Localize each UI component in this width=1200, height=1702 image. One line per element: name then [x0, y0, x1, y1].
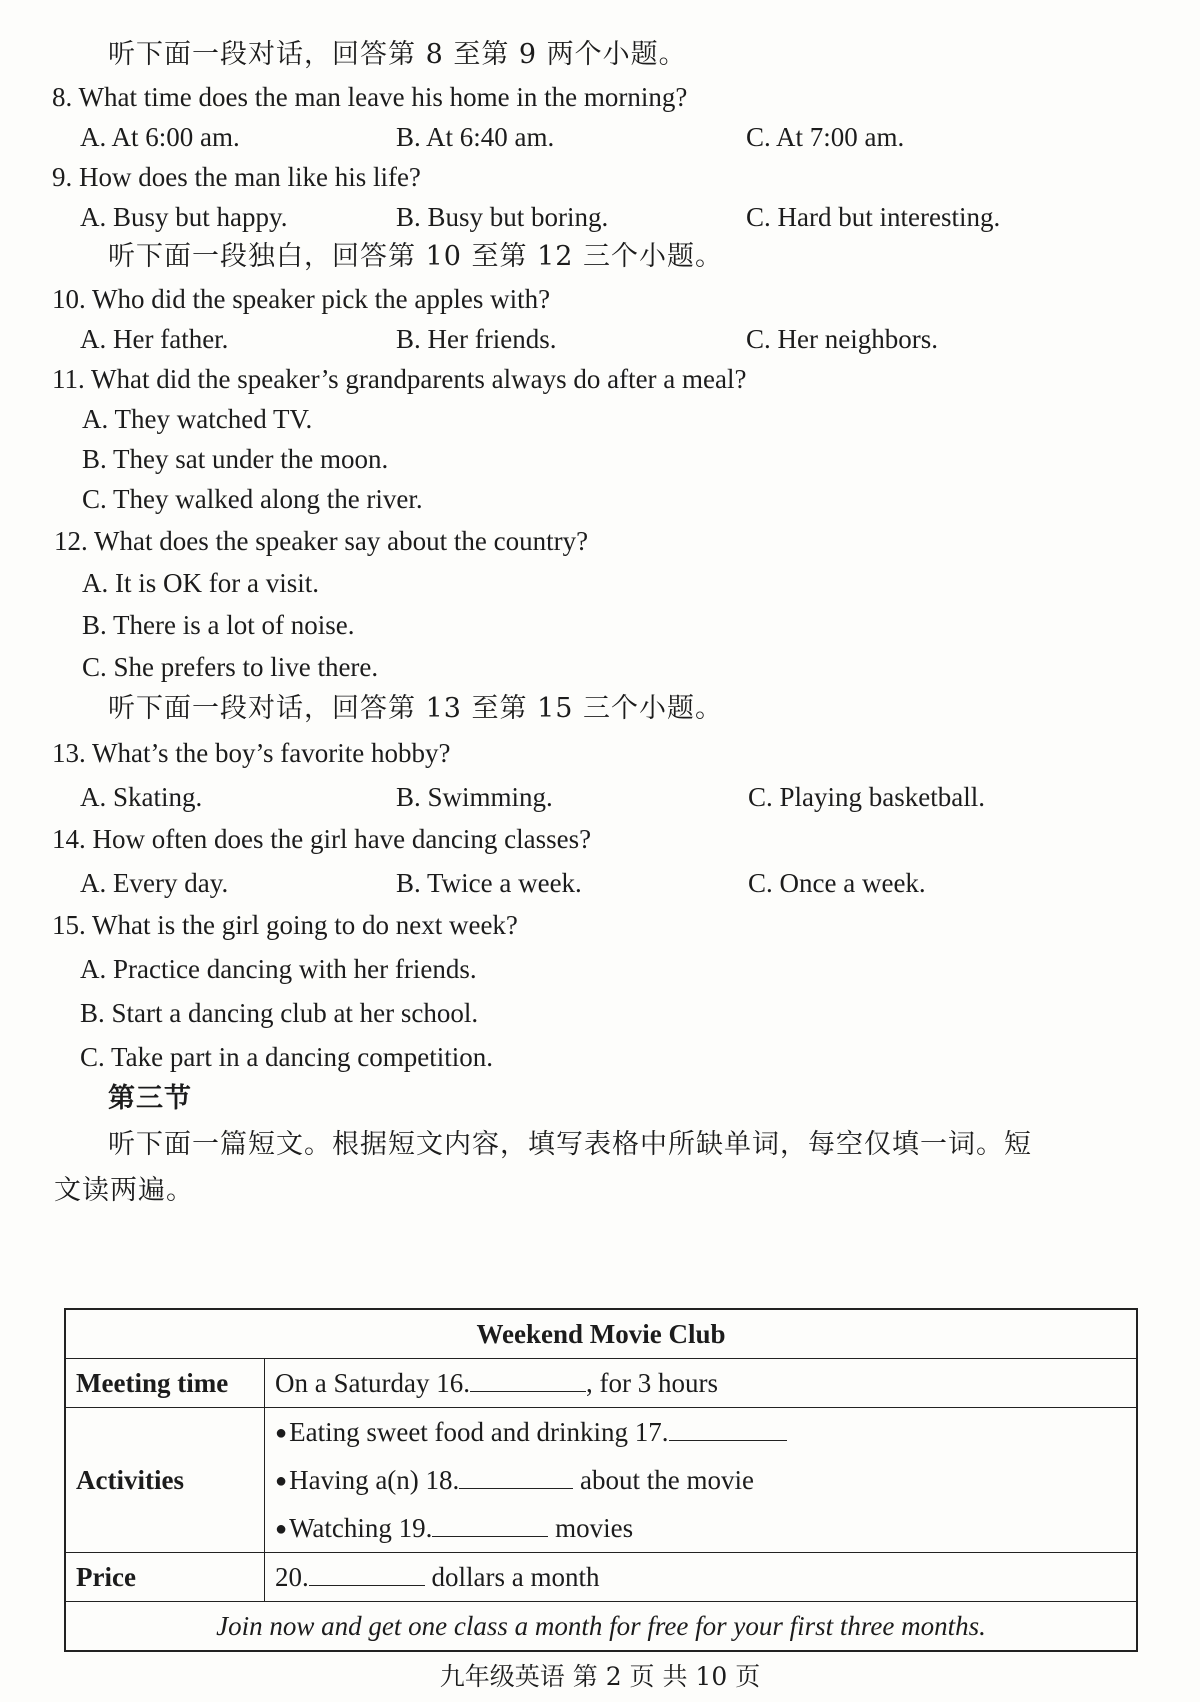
question-15-option-b: B. Start a dancing club at her school. — [80, 998, 479, 1028]
question-8-option-c: C. At 7:00 am. — [746, 122, 905, 152]
question-15-option-c: C. Take part in a dancing competition. — [80, 1042, 494, 1072]
price-suffix: dollars a month — [424, 1561, 600, 1592]
question-12-option-a: A. It is OK for a visit. — [82, 568, 319, 598]
instruction-13-15: 听下面一段对话，回答第 13 至第 15 三个小题。 — [108, 693, 724, 724]
activity-3-text: Watching 19. — [289, 1513, 433, 1543]
question-8-option-a: A. At 6:00 am. — [80, 122, 240, 152]
question-14-option-a: A. Every day. — [80, 868, 229, 898]
activity-item — [275, 1408, 1126, 1456]
activity-item — [275, 1504, 1126, 1552]
meeting-time-text: On a Saturday 16. — [275, 1367, 470, 1398]
bullet-icon: ● — [275, 1470, 288, 1492]
movie-club-table — [64, 1308, 1138, 1652]
question-9-option-c: C. Hard but interesting. — [746, 202, 1001, 232]
activities-label: Activities — [65, 1408, 265, 1553]
table-title: Weekend Movie Club — [65, 1309, 1137, 1359]
question-9-option-b: B. Busy but boring. — [396, 202, 609, 232]
question-15-stem: 15. What is the girl going to do next week? — [52, 910, 518, 940]
price-number: 20. — [275, 1561, 309, 1592]
question-11-stem: 11. What did the speaker’s grandparents always do after a meal? — [52, 364, 747, 394]
price-label: Price — [65, 1553, 265, 1602]
blank-20[interactable] — [309, 1563, 425, 1586]
activity-item — [275, 1456, 1126, 1504]
question-13-stem: 13. What’s the boy’s favorite hobby? — [52, 738, 451, 768]
blank-16[interactable] — [470, 1369, 586, 1392]
activity-3-suffix: movies — [548, 1513, 634, 1543]
table-note: Join now and get one class a month for free for your first three months. — [65, 1602, 1137, 1652]
activity-2-text: Having a(n) 18. — [289, 1465, 460, 1495]
question-10-option-a: A. Her father. — [80, 324, 229, 354]
question-13-option-b: B. Swimming. — [396, 782, 553, 812]
question-11-option-b: B. They sat under the moon. — [82, 444, 389, 474]
question-11-option-a: A. They watched TV. — [82, 404, 313, 434]
question-8-option-b: B. At 6:40 am. — [396, 122, 555, 152]
question-12-option-b: B. There is a lot of noise. — [82, 610, 355, 640]
question-9-option-a: A. Busy but happy. — [80, 202, 288, 232]
meeting-time-label: Meeting time — [65, 1359, 265, 1408]
instruction-10-12: 听下面一段独白，回答第 10 至第 12 三个小题。 — [108, 241, 724, 272]
activities-cell — [265, 1408, 1138, 1553]
blank-19[interactable] — [432, 1514, 548, 1537]
question-10-option-b: B. Her friends. — [396, 324, 557, 354]
question-12-option-c: C. She prefers to live there. — [82, 652, 379, 682]
question-9-stem: 9. How does the man like his life? — [52, 162, 421, 192]
question-14-stem: 14. How often does the girl have dancing classes? — [52, 824, 592, 854]
section-3-instruction-line1: 听下面一篇短文。根据短文内容，填写表格中所缺单词，每空仅填一词。短 — [108, 1129, 1032, 1160]
question-12-stem: 12. What does the speaker say about the country? — [54, 526, 589, 556]
question-11-option-c: C. They walked along the river. — [82, 484, 423, 514]
question-15-option-a: A. Practice dancing with her friends. — [80, 954, 477, 984]
question-14-option-c: C. Once a week. — [748, 868, 926, 898]
blank-18[interactable] — [459, 1466, 573, 1489]
activity-2-suffix: about the movie — [573, 1465, 755, 1495]
question-14-option-b: B. Twice a week. — [396, 868, 582, 898]
page-footer: 九年级英语 第 2 页 共 10 页 — [439, 1662, 761, 1691]
blank-17[interactable] — [669, 1418, 787, 1441]
section-3-heading: 第三节 — [108, 1083, 192, 1114]
meeting-time-suffix: , for 3 hours — [585, 1367, 718, 1398]
activity-1-text: Eating sweet food and drinking 17. — [289, 1417, 669, 1447]
instruction-8-9: 听下面一段对话，回答第 8 至第 9 两个小题。 — [108, 39, 687, 70]
meeting-time-cell — [265, 1359, 1138, 1408]
question-10-stem: 10. Who did the speaker pick the apples with? — [52, 284, 551, 314]
question-13-option-c: C. Playing basketball. — [748, 782, 985, 812]
question-13-option-a: A. Skating. — [80, 782, 203, 812]
question-10-option-c: C. Her neighbors. — [746, 324, 938, 354]
bullet-icon: ● — [275, 1422, 288, 1444]
bullet-icon: ● — [275, 1518, 288, 1540]
price-cell — [265, 1553, 1138, 1602]
question-8-stem: 8. What time does the man leave his home in the morning? — [52, 82, 688, 112]
section-3-instruction-line2: 文读两遍。 — [54, 1175, 194, 1206]
